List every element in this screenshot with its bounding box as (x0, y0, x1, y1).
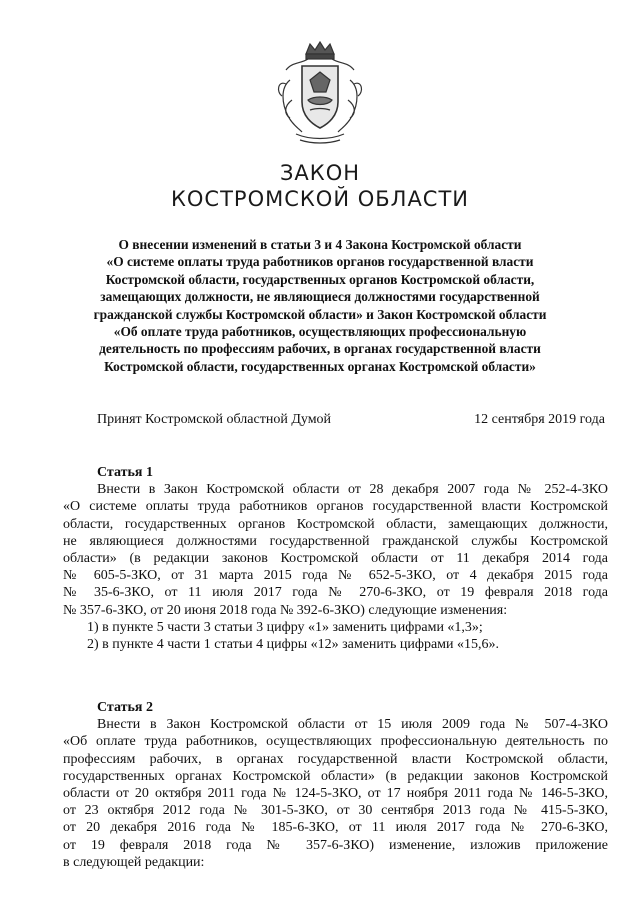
article-text-line: области» (в редакции законов Костромской области от 11 декабря 2014 года (63, 551, 608, 567)
subtitle-line: О внесении изменений в статьи 3 и 4 Закона Костромской области (118, 237, 522, 252)
coat-of-arms-emblem (270, 40, 370, 148)
subtitle-line: «Об оплате труда работников, осуществляющих профессиональную (113, 324, 527, 340)
article-text-line: № 357-6-ЗКО, от 20 июня 2018 года № 392-6-ЗКО) следующие изменения: (63, 602, 508, 618)
subtitle-line: деятельность по профессиям рабочих, в органах государственной власти (99, 341, 541, 357)
article-text-line: от 23 октября 2012 года № 301-5-ЗКО, от 30 сентября 2013 года № 415-5-ЗКО, (63, 803, 608, 819)
law-title: ЗАКОН (279, 161, 361, 185)
subtitle-line: гражданской службы Костромской области» и Закон Костромской области (93, 306, 547, 322)
article-text-line: от 19 февраля 2018 года № 357-6-ЗКО) изменение, изложив приложение (63, 837, 608, 853)
article-text-line: государственных органах Костромской области» (в редакции законов Костромской (63, 768, 608, 784)
subtitle-line: «О системе оплаты труда работников органов государственной власти (106, 254, 534, 270)
subtitle-line: замещающих должности, не являющиеся должностями государственной (100, 289, 540, 305)
article-text-line: № 605-5-ЗКО, от 31 марта 2015 года № 652-5-ЗКО, от 4 декабря 2015 года (63, 568, 608, 584)
article-text-line: в следующей редакции: (63, 854, 205, 870)
article-text-line: профессиям рабочих, в органах государственной власти Костромской области, (63, 751, 608, 767)
article-text-line: № 35-6-ЗКО, от 11 июля 2017 года № 270-6-ЗКО, от 19 февраля 2018 года (63, 585, 608, 601)
adoption-date: 12 сентября 2019 года (474, 412, 605, 427)
law-subtitle (60, 236, 580, 375)
article-text-line: Внести в Закон Костромской области от 28 декабря 2007 года № 252-4-ЗКО (97, 482, 608, 498)
article-text-line: «О системе оплаты труда работников органов государственной власти Костромской (63, 499, 608, 515)
adoption-line (97, 411, 605, 429)
article-text-line: «Об оплате труда работников, осуществляющих профессиональную деятельность по (63, 734, 608, 750)
article-list-item: 2) в пункте 4 части 1 статьи 4 цифры «12» заменить цифрами «15,6». (87, 637, 500, 653)
article-list-item: 1) в пункте 5 части 3 статьи 3 цифру «1» заменить цифрами «1,3»; (87, 619, 483, 635)
article-text-line: области от 20 октября 2011 года № 124-5-ЗКО, от 17 ноября 2011 года № 146-5-ЗКО, (63, 786, 608, 802)
article-text-line: не являющиеся должностями государственной гражданской службы Костромской (63, 533, 608, 549)
region-title: КОСТРОМСКОЙ ОБЛАСТИ (170, 187, 470, 211)
article-text-line: от 20 декабря 2016 года № 185-6-ЗКО, от 11 июля 2017 года № 270-6-ЗКО, (63, 820, 608, 836)
article-heading: Статья 2 (97, 700, 153, 715)
subtitle-line: Костромской области, государственных органах Костромской области» (104, 358, 536, 374)
article-1 (63, 464, 608, 653)
article-heading: Статья 1 (97, 465, 153, 480)
subtitle-line: Костромской области, государственных органов Костромской области, (105, 271, 535, 287)
article-text-line: области, государственных органов Костромской области, замещающих должности, (63, 516, 608, 532)
adoption-label: Принят Костромской областной Думой (97, 412, 332, 427)
article-text-line: Внести в Закон Костромской области от 15 июля 2009 года № 507-4-ЗКО (97, 717, 608, 733)
article-2 (63, 699, 608, 871)
